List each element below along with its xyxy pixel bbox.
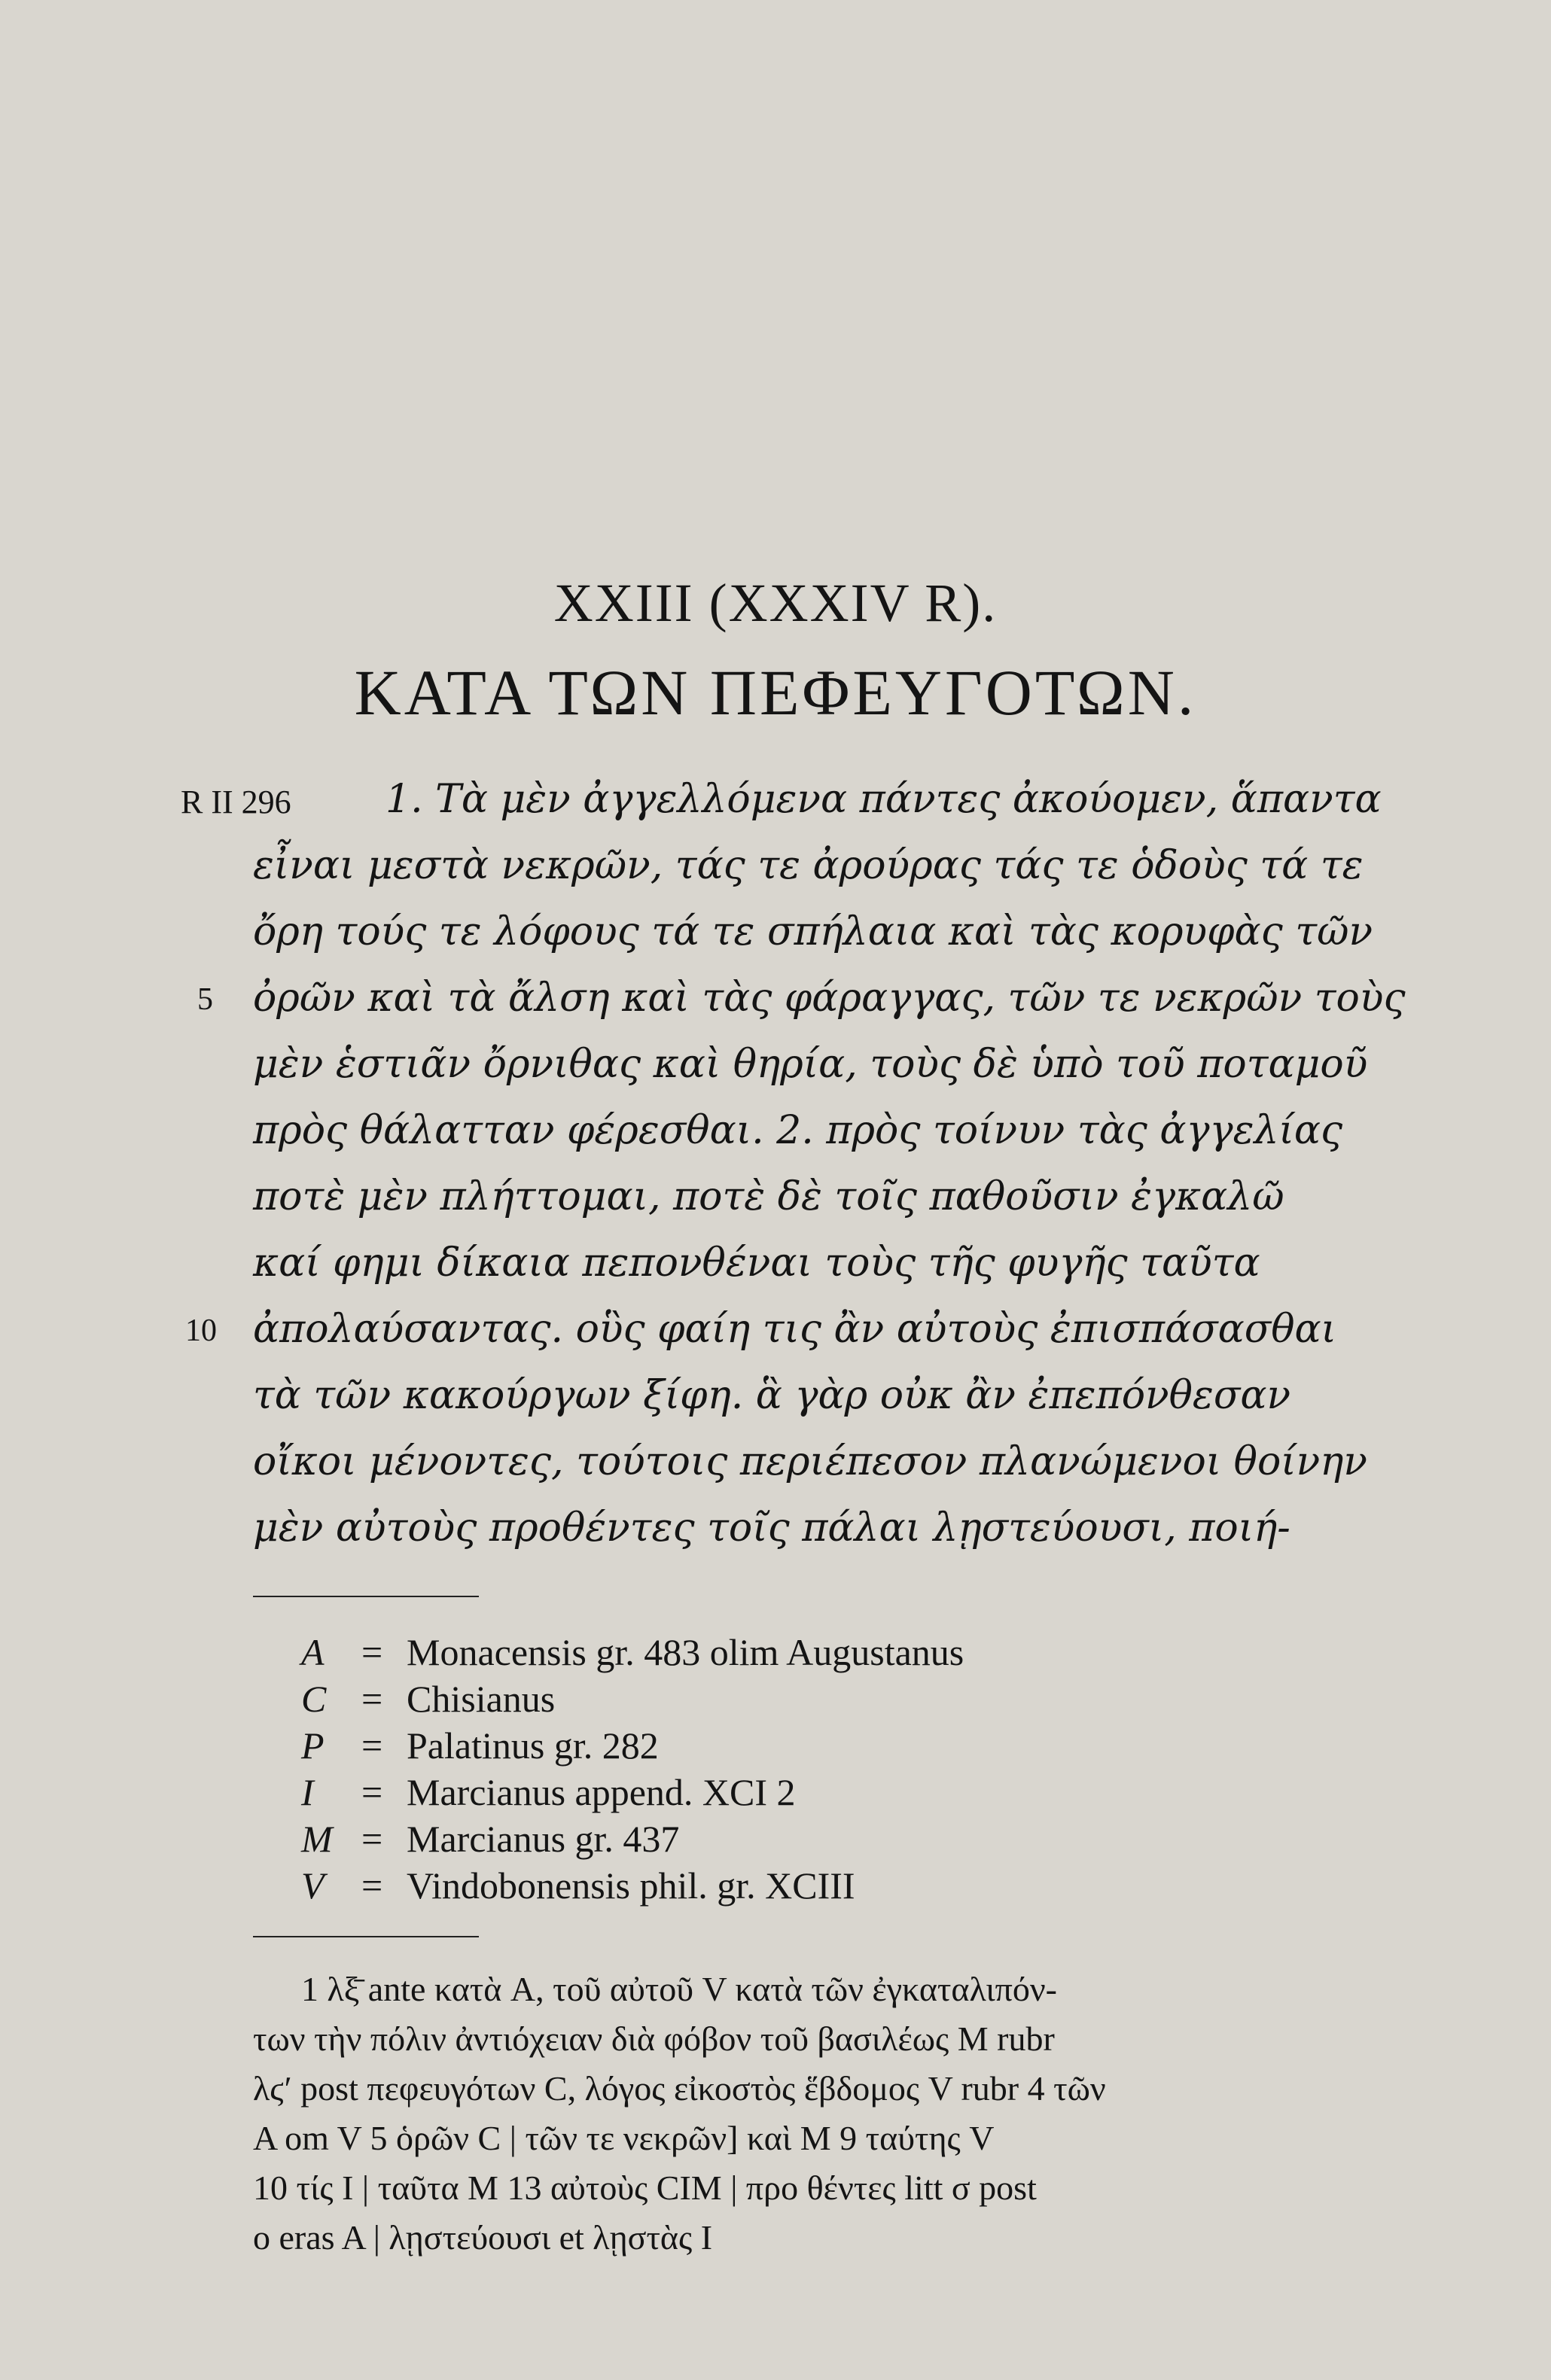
siglum-description: Monacensis gr. 483 olim Augustanus — [407, 1631, 964, 1673]
siglum: C — [301, 1678, 327, 1720]
siglum-row: A = Monacensis gr. 483 olim Augustanus — [301, 1631, 964, 1673]
siglum-description: Palatinus gr. 282 — [407, 1724, 659, 1767]
siglum: P — [301, 1724, 325, 1767]
text-line: μὲν αὐτοὺς προθέντες τοῖς πάλαι λῃστεύουσι, ποιή- — [253, 1505, 1290, 1551]
text-line: τὰ τῶν κακούργων ξίφη. ἃ γὰρ οὐκ ἂν ἐπεπόνθεσαν — [253, 1373, 1291, 1418]
siglum-description: Marcianus gr. 437 — [407, 1818, 680, 1860]
oration-title: ΚΑΤΑ ΤΩΝ ΠΕΦΕΥΓΟΤΩΝ. — [354, 656, 1197, 729]
apparatus-line: των τὴν πόλιν ἀντιόχειαν διὰ φόβον τοῦ βασιλέως M rubr — [253, 2019, 1055, 2058]
apparatus-line: λϛʹ post πεφευγότων C, λόγος εἰκοστὸς ἕβδομος V rubr 4 τῶν — [253, 2069, 1106, 2108]
siglum-description: Vindobonensis phil. gr. XCIII — [407, 1864, 855, 1907]
siglum-description: Marcianus append. XCI 2 — [407, 1771, 796, 1813]
text-line: ἀπολαύσαντας. οὓς φαίη τις ἂν αὐτοὺς ἐπισπάσασθαι — [253, 1307, 1337, 1352]
margin-reference: R II 296 — [181, 784, 291, 820]
line-number: 10 — [185, 1313, 217, 1348]
oration-number: XXIII (XXXIV R). — [553, 573, 998, 633]
siglum-row: P = Palatinus gr. 282 — [301, 1724, 659, 1767]
siglum-row: M = Marcianus gr. 437 — [301, 1818, 680, 1860]
siglum-row: I = Marcianus append. XCI 2 — [301, 1771, 796, 1813]
text-line: ὄρη τούς τε λόφους τά τε σπήλαια καὶ τὰς κορυφὰς τῶν — [253, 909, 1373, 954]
text-line: οἴκοι μένοντες, τούτοις περιέπεσον πλανώμενοι θοίνην — [253, 1439, 1368, 1484]
apparatus-line: 10 τίς I | ταῦτα M 13 αὐτοὺς CIM | προ θέντες litt σ post — [253, 2168, 1037, 2207]
siglum: I — [301, 1771, 314, 1813]
apparatus-line: ο eras A | λῃστεύουσι et λῃστὰς I — [253, 2218, 713, 2257]
divider — [253, 1596, 479, 1597]
apparatus-line: A om V 5 ὁρῶν C | τῶν τε νεκρῶν] καὶ M 9 ταύτης V — [253, 2119, 995, 2157]
text-line: πρὸς θάλατταν φέρεσθαι. 2. πρὸς τοίνυν τὰς ἀγγελίας — [253, 1108, 1343, 1153]
text-line: ὀρῶν καὶ τὰ ἄλση καὶ τὰς φάραγγας, τῶν τε νεκρῶν τοὺς — [253, 975, 1406, 1021]
line-number: 5 — [197, 982, 213, 1017]
siglum-row: C = Chisianus — [301, 1678, 556, 1720]
apparatus-line: 1 λξ̄ ante κατὰ A, τοῦ αὐτοῦ V κατὰ τῶν ἐγκαταλιπόν- — [301, 1970, 1057, 2008]
siglum: A — [301, 1631, 325, 1673]
siglum-description: Chisianus — [407, 1678, 556, 1720]
siglum: V — [301, 1864, 325, 1907]
divider — [253, 1936, 479, 1937]
text-line: μὲν ἑστιᾶν ὄρνιθας καὶ θηρία, τοὺς δὲ ὑπὸ τοῦ ποταμοῦ — [253, 1042, 1368, 1087]
siglum: M — [301, 1818, 333, 1860]
text-line: ποτὲ μὲν πλήττομαι, ποτὲ δὲ τοῖς παθοῦσιν ἐγκαλῶ — [253, 1174, 1284, 1219]
siglum-row: V = Vindobonensis phil. gr. XCIII — [301, 1864, 855, 1907]
text-line: εἶναι μεστὰ νεκρῶν, τάς τε ἀρούρας τάς τε ὁδοὺς τά τε — [253, 843, 1364, 888]
text-line: καί φημι δίκαια πεπονθέναι τοὺς τῆς φυγῆς ταῦτα — [253, 1240, 1260, 1286]
text-line: 1. Τὰ μὲν ἀγγελλόμενα πάντες ἀκούομεν, ἅπαντα — [385, 777, 1382, 822]
